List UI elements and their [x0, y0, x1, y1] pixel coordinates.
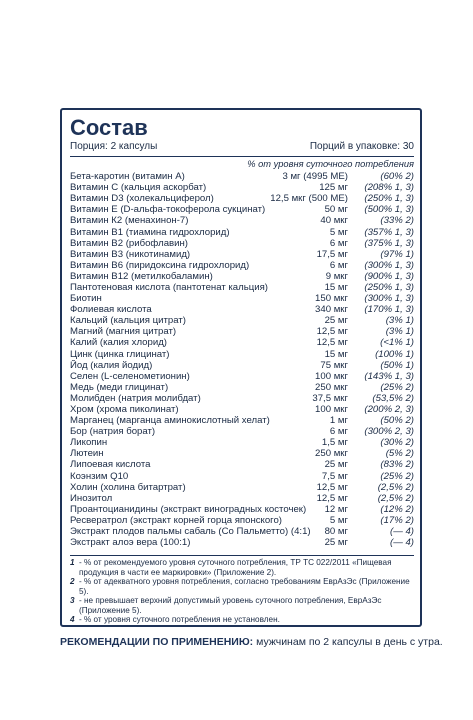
- table-row: [70, 371, 414, 382]
- table-row: [70, 249, 414, 260]
- ingredient-daily-value: (<1% 1): [380, 337, 414, 349]
- ingredient-daily-value: (357% 1, 3): [364, 226, 414, 238]
- table-row: [70, 437, 414, 448]
- ingredient-name: Калий (калия хлорид): [70, 337, 167, 349]
- ingredient-amount: 125 мг: [319, 182, 348, 194]
- table-row: [70, 238, 414, 249]
- ingredient-name: Проантоцианидины (экстракт виноградных косточек): [70, 503, 307, 515]
- ingredient-name: Цинк (цинка глицинат): [70, 348, 170, 360]
- table-row: [70, 382, 414, 393]
- ingredient-name: Бета-каротин (витамин А): [70, 171, 185, 183]
- ingredient-amount: 12,5 мг: [316, 326, 348, 338]
- table-row: [70, 393, 414, 404]
- ingredient-amount: 5 мг: [329, 226, 348, 238]
- ingredient-amount: 12,5 мкг (500 МЕ): [270, 193, 348, 205]
- ingredient-daily-value: (200% 2, 3): [364, 404, 414, 416]
- daily-value-header: % от уровня суточного потребления: [247, 159, 414, 169]
- ingredient-name: Коэнзим Q10: [70, 470, 129, 482]
- ingredient-amount: 6 мг: [329, 426, 348, 438]
- ingredient-daily-value: (208% 1, 3): [364, 182, 414, 194]
- footnote-text: - % от рекомендуемого уровня суточного потребления, ТР ТС 022/2011 «Пищевая продукция в части ее маркировки» (Приложение 2).: [79, 558, 392, 577]
- ingredient-amount: 3 мг (4995 МЕ): [282, 171, 348, 183]
- table-row: [70, 260, 414, 271]
- portions-per-pack: Порций в упаковке: 30: [309, 141, 414, 152]
- table-row: [70, 415, 414, 426]
- ingredient-amount: 15 мг: [324, 281, 348, 293]
- ingredient-daily-value: (— 4): [390, 526, 414, 538]
- ingredient-amount: 25 мг: [324, 315, 348, 327]
- ingredient-daily-value: (50% 2): [380, 415, 414, 427]
- ingredient-daily-value: (250% 1, 3): [364, 193, 414, 205]
- table-row: [70, 226, 414, 237]
- table-row: [70, 426, 414, 437]
- ingredient-amount: 12 мг: [324, 503, 348, 515]
- ingredient-daily-value: (500% 1, 3): [364, 204, 414, 216]
- table-row: [70, 526, 414, 537]
- table-row: [70, 537, 414, 548]
- ingredient-amount: 12,5 мг: [316, 481, 348, 493]
- table-row: [70, 282, 414, 293]
- table-row: [70, 360, 414, 371]
- divider: [70, 156, 414, 157]
- table-row: [70, 482, 414, 493]
- ingredient-amount: 100 мкг: [315, 404, 348, 416]
- footnote: [70, 577, 414, 596]
- ingredient-daily-value: (— 4): [390, 537, 414, 549]
- ingredient-amount: 340 мкг: [315, 304, 348, 316]
- ingredient-amount: 5 мг: [329, 514, 348, 526]
- ingredient-amount: 50 мг: [324, 204, 348, 216]
- recommendation-label: РЕКОМЕНДАЦИИ ПО ПРИМЕНЕНИЮ:: [60, 636, 254, 648]
- table-row: [70, 493, 414, 504]
- ingredient-amount: 1 мг: [329, 415, 348, 427]
- table-row: [70, 448, 414, 459]
- usage-recommendation: [60, 636, 443, 649]
- ingredient-daily-value: (143% 1, 3): [364, 370, 414, 382]
- ingredient-name: Бор (натрия борат): [70, 426, 156, 438]
- ingredient-name: Медь (меди глицинат): [70, 381, 169, 393]
- table-row: [70, 182, 414, 193]
- composition-panel: [60, 108, 422, 627]
- ingredient-name: Витамин В2 (рибофлавин): [70, 237, 188, 249]
- footnote: [70, 615, 414, 625]
- ingredient-amount: 75 мкг: [320, 359, 348, 371]
- ingredient-name: Витамин В1 (тиамина гидрохлорид): [70, 226, 230, 238]
- ingredient-name: Экстракт плодов пальмы сабаль (Со Пальметто) (4:1): [70, 526, 311, 538]
- ingredient-amount: 40 мкг: [320, 215, 348, 227]
- footnote-text: - % от уровня суточного потребления не установлен.: [79, 615, 280, 625]
- ingredient-amount: 6 мг: [329, 259, 348, 271]
- footnote: [70, 558, 414, 577]
- ingredient-daily-value: (250% 1, 3): [364, 281, 414, 293]
- ingredient-amount: 25 мг: [324, 537, 348, 549]
- table-row: [70, 349, 414, 360]
- ingredient-daily-value: (12% 2): [380, 503, 414, 515]
- ingredient-name: Селен (L-селенометионин): [70, 370, 190, 382]
- ingredient-amount: 15 мг: [324, 348, 348, 360]
- ingredient-name: Витамин В12 (метилкобаламин): [70, 270, 213, 282]
- ingredient-name: Хром (хрома пиколинат): [70, 404, 179, 416]
- footnote-mark: 1: [70, 558, 75, 568]
- ingredient-amount: 7,5 мг: [321, 470, 348, 482]
- ingredient-name: Биотин: [70, 293, 102, 305]
- footnote-mark: 4: [70, 615, 75, 625]
- ingredient-name: Кальций (кальция цитрат): [70, 315, 186, 327]
- ingredient-daily-value: (30% 2): [380, 437, 414, 449]
- ingredient-name: Липоевая кислота: [70, 459, 151, 471]
- ingredient-daily-value: (17% 2): [380, 514, 414, 526]
- ingredient-amount: 17,5 мг: [316, 248, 348, 260]
- ingredient-name: Инозитол: [70, 492, 113, 504]
- footnote-mark: 2: [70, 577, 75, 587]
- ingredient-name: Экстракт алоэ вера (100:1): [70, 537, 191, 549]
- ingredient-amount: 1,5 мг: [321, 437, 348, 449]
- table-row: [70, 293, 414, 304]
- ingredient-daily-value: (2,5% 2): [377, 492, 414, 504]
- portion-info: [70, 141, 414, 153]
- ingredient-name: Ликопин: [70, 437, 108, 449]
- ingredient-daily-value: (2,5% 2): [377, 481, 414, 493]
- ingredient-name: Витамин D3 (холекальциферол): [70, 193, 214, 205]
- ingredient-daily-value: (60% 2): [380, 171, 414, 183]
- table-row: [70, 171, 414, 182]
- ingredient-name: Витамин В6 (пиридоксина гидрохлорид): [70, 259, 250, 271]
- ingredient-name: Холин (холина битартрат): [70, 481, 186, 493]
- ingredient-amount: 12,5 мг: [316, 492, 348, 504]
- ingredient-name: Витамин В3 (никотинамид): [70, 248, 191, 260]
- ingredient-daily-value: (83% 2): [380, 459, 414, 471]
- ingredient-amount: 37,5 мкг: [312, 392, 348, 404]
- ingredient-amount: 250 мкг: [315, 448, 348, 460]
- ingredient-amount: 6 мг: [329, 237, 348, 249]
- ingredient-name: Витамин К2 (менахинон-7): [70, 215, 189, 227]
- ingredients-table: [70, 171, 414, 548]
- footnote-text: - не превышает верхний допустимый уровень суточного потребления, ЕврАзЭс (Приложение 5).: [79, 596, 382, 615]
- ingredient-name: Фолиевая кислота: [70, 304, 152, 316]
- table-row: [70, 304, 414, 315]
- ingredient-amount: 250 мкг: [315, 381, 348, 393]
- table-row: [70, 404, 414, 415]
- ingredient-daily-value: (100% 1): [375, 348, 414, 360]
- ingredient-amount: 150 мкг: [315, 293, 348, 305]
- footnote: [70, 596, 414, 615]
- table-row: [70, 204, 414, 215]
- table-row: [70, 504, 414, 515]
- table-row: [70, 326, 414, 337]
- ingredient-name: Витамин С (кальция аскорбат): [70, 182, 207, 194]
- ingredient-daily-value: (25% 2): [380, 381, 414, 393]
- ingredient-name: Ресвератрол (экстракт корней горца японского): [70, 514, 283, 526]
- table-row: [70, 471, 414, 482]
- table-row: [70, 337, 414, 348]
- ingredient-daily-value: (25% 2): [380, 470, 414, 482]
- table-row: [70, 459, 414, 470]
- ingredient-amount: 12,5 мг: [316, 337, 348, 349]
- ingredient-daily-value: (900% 1, 3): [364, 270, 414, 282]
- ingredient-name: Пантотеновая кислота (пантотенат кальция): [70, 281, 268, 293]
- ingredient-daily-value: (97% 1): [380, 248, 414, 260]
- ingredient-daily-value: (3% 1): [385, 315, 414, 327]
- table-row: [70, 515, 414, 526]
- footnotes: [70, 555, 414, 625]
- portion-size: Порция: 2 капсулы: [70, 141, 158, 152]
- ingredient-daily-value: (375% 1, 3): [364, 237, 414, 249]
- ingredient-name: Молибден (натрия молибдат): [70, 392, 201, 404]
- ingredient-amount: 100 мкг: [315, 370, 348, 382]
- ingredient-name: Лютеин: [70, 448, 104, 460]
- ingredient-daily-value: (300% 1, 3): [364, 259, 414, 271]
- ingredient-daily-value: (53,5% 2): [372, 392, 414, 404]
- footnote-text: - % от адекватного уровня потребления, согласно требованиям ЕврАзЭс (Приложение 5).: [79, 577, 410, 596]
- ingredient-amount: 80 мг: [324, 526, 348, 538]
- ingredient-daily-value: (300% 1, 3): [364, 293, 414, 305]
- ingredient-amount: 9 мкг: [325, 270, 348, 282]
- ingredient-daily-value: (3% 1): [385, 326, 414, 338]
- table-row: [70, 315, 414, 326]
- footnote-mark: 3: [70, 596, 75, 606]
- ingredient-amount: 25 мг: [324, 459, 348, 471]
- recommendation-text: мужчинам по 2 капсулы в день с утра.: [256, 636, 443, 648]
- ingredient-daily-value: (170% 1, 3): [364, 304, 414, 316]
- table-row: [70, 271, 414, 282]
- ingredient-daily-value: (50% 1): [380, 359, 414, 371]
- composition-title: Состав: [70, 115, 148, 140]
- ingredient-daily-value: (5% 2): [385, 448, 414, 460]
- ingredient-daily-value: (33% 2): [380, 215, 414, 227]
- ingredient-name: Магний (магния цитрат): [70, 326, 177, 338]
- ingredient-name: Витамин Е (D-альфа-токоферола сукцинат): [70, 204, 266, 216]
- table-row: [70, 215, 414, 226]
- ingredient-name: Йод (калия йодид): [70, 359, 153, 371]
- table-row: [70, 193, 414, 204]
- ingredient-name: Марганец (марганца аминокислотный хелат): [70, 415, 270, 427]
- ingredient-daily-value: (300% 2, 3): [364, 426, 414, 438]
